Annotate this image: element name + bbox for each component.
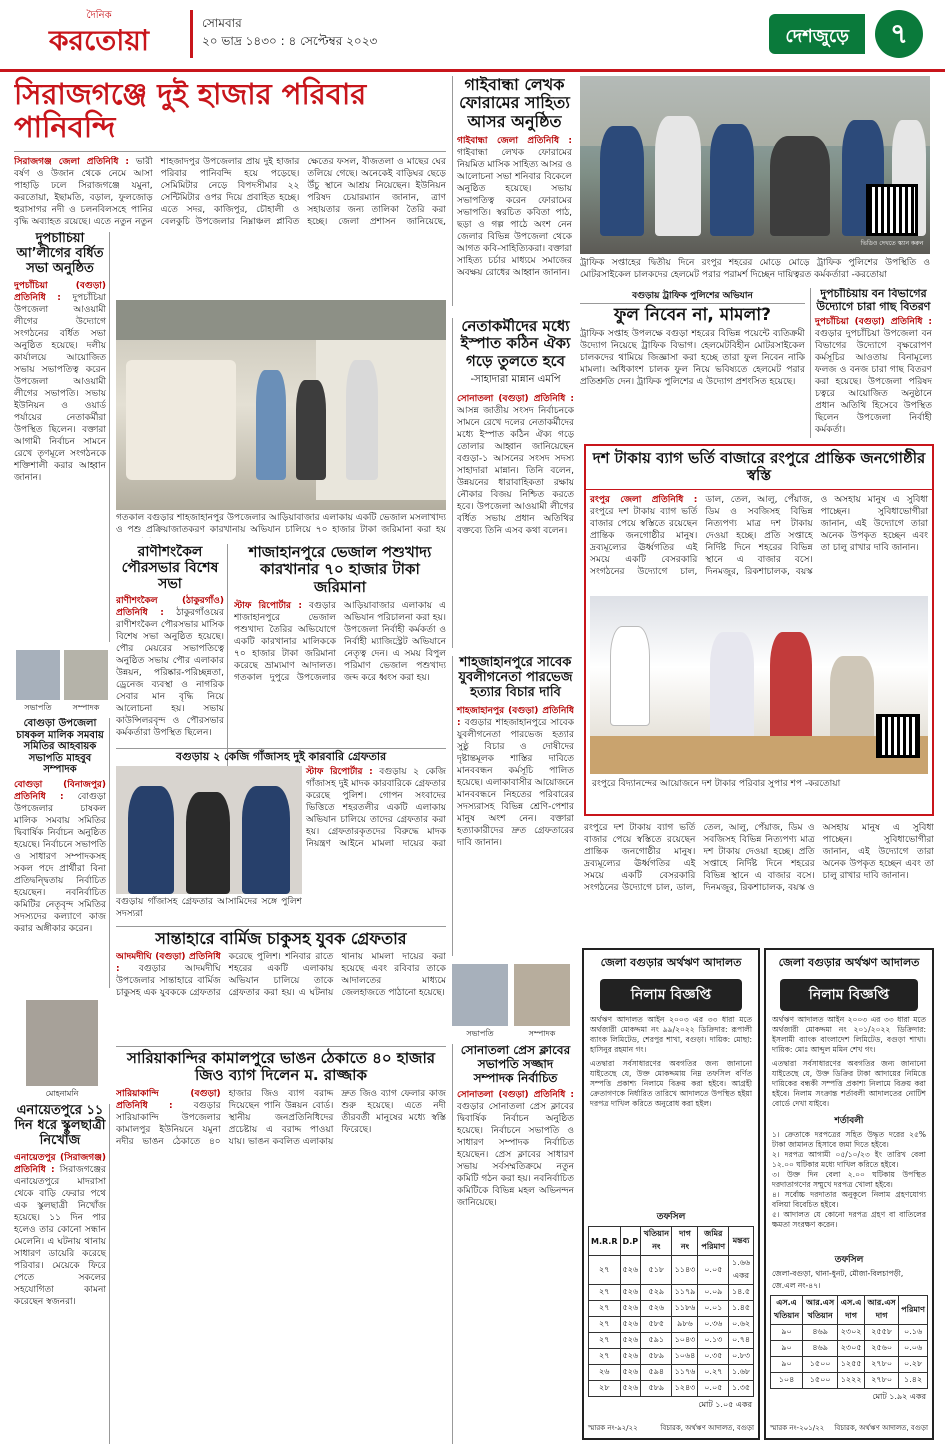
sonatala-club-byline: সোনাতলা (বগুড়া) প্রতিনিধি : <box>457 1090 574 1101</box>
table-cell: ৪৬৯ <box>803 1341 838 1357</box>
table-row <box>589 1333 754 1349</box>
missing-student-body: সিরাজগঞ্জের এনায়েতপুরে মাদরাসা থেকে বাড়ি ফেরার পথে এক স্কুলছাত্রী নিখোঁজ হয়েছে। ১১ দিন পার হলেও তার কোনো সন্ধান মেলেনি। এ ঘটনায় থানায় সাধারণ ডায়েরি করেছে পরিবার। মেয়েকে ফিরে পেতে সকলের সহযোগিতা কামনা করেছেন স্বজনরা। <box>14 1164 106 1307</box>
president-portrait <box>16 650 60 700</box>
ganja-arrest-photo <box>116 766 302 894</box>
auction-right-conditions <box>766 1130 932 1250</box>
sariakandi-byline: সারিয়াকান্দি (বগুড়া) প্রতিনিধি : <box>116 1088 221 1111</box>
missing-student-name: মোহনামনি <box>45 1089 79 1098</box>
auction-right-court: জেলা বগুড়ার অর্থঋণ আদালত <box>778 956 920 969</box>
parvez-murder-headline: শাহজাহানপুরে সাবেক যুবলীগনেতা পারভেজ হত্যার বিচার দাবি <box>458 656 573 700</box>
shajahanpur-fine-story <box>234 544 446 744</box>
ranishankail-body: ঠাকুরগাঁওয়ের রাণীশংকৈল পৌরসভার মাসিক বিশেষ সভা অনুষ্ঠিত হয়েছে। পৌর মেয়রের সভাপতিত্বে অনুষ্ঠিত সভায় পৌর এলাকার উন্নয়ন, পরিষ্কার-পরিচ্ছন্নতা, ড্রেনেজ ব্যবস্থা ও নাগরিক সেবার মান বৃদ্ধি নিয়ে আলোচনা হয়। সভায় কাউন্সিলরবৃন্দ ও পৌরসভার কর্মকর্তারা উপস্থিত ছিলেন। <box>116 608 224 739</box>
dupchanchia-awami-byline: দুপচাঁচিয়া (বগুড়া) প্রতিনিধি : <box>14 280 106 303</box>
table-row <box>589 1349 754 1365</box>
president-label: সভাপতি <box>24 703 52 712</box>
warehouse-raid-photo <box>116 300 446 510</box>
table-cell: ৫২৬ <box>620 1333 641 1349</box>
table-cell: ১.৪২ <box>899 1373 928 1389</box>
traffic-photo-caption: ট্রাফিক সপ্তাহের দ্বিতীয় দিনে রংপুর শহরের মোড়ে মোড়ে ট্রাফিক পুলিশের উপস্থিতি ও মোটরসাইকেল চালকদের হেলমেট পরার পরামর্শ দিচ্ছেন দায়িত্বরত কর্মকর্তারা -করতোয়া <box>580 258 930 280</box>
auction-right-signatory: বিচারক, অর্থঋণ আদালত, বগুড়া <box>834 1424 928 1432</box>
police-figure <box>242 786 290 894</box>
club-secretary-portrait <box>514 964 570 1026</box>
table-cell: ৫২৬ <box>620 1256 641 1285</box>
table-cell: ০.৭৪ <box>729 1333 754 1349</box>
table-cell: ০.৮৩ <box>729 1349 754 1365</box>
rangpur-continued: রংপুরে দশ টাকায় ব্যাগ ভর্তি বাজার পেয়ে স্বস্তিতে রয়েছেন প্রান্তিক জনগোষ্ঠীর মানুষ। দ্রব্যমূল্যের ঊর্ধ্বগতির এই সময়ে একটি বেসরকারি সংগঠনের উদ্যোগে চাল, ডাল, তেল, আলু, পেঁয়াজ, ডিম ও সবজিসহ বিভিন্ন নিত্যপণ্য মাত্র দশ টাকায় দেওয়া হচ্ছে। প্রতি সপ্তাহে নির্দিষ্ট দিনে শহরের বিভিন্ন স্থানে এ বাজার বসে। দিনমজুর, রিকশাচালক, বয়স্ক ও অসহায় মানুষ এ সুবিধা পাচ্ছেন। সুবিধাভোগীরা জানান, এই উদ্যোগে তারা অনেক উপকৃত হচ্ছেন এবং তা চালু রাখার দাবি জানান। <box>584 823 934 893</box>
table-cell: ২৭ <box>589 1256 621 1285</box>
traffic-police-photo <box>580 76 930 254</box>
condition-item: ১। ক্রেতাকে দরপত্রের সহিত উদ্ধৃত দরের ২৫% টাকা জামানত হিসাবে জমা দিতে হইবে। <box>772 1130 926 1149</box>
table-row <box>771 1325 928 1341</box>
missing-student-byline: এনায়েতপুর (সিরাজগঞ্জ) প্রতিনিধি : <box>14 1152 106 1175</box>
table-cell: ৫২৬ <box>620 1381 641 1397</box>
bogura-traffic-story <box>580 288 805 388</box>
table-cell: ২৭ <box>589 1285 621 1301</box>
official-figure <box>710 632 754 742</box>
auction-left-title: নিলাম বিজ্ঞপ্তি <box>600 979 742 1011</box>
warehouse-photo-caption: গতকাল বগুড়ার শাহজাহানপুর উপজেলার আড়িয়াবাজার এলাকায় একটি ভেজাল মসলাখাদ্য ও পশু প্রক্রিয়াজাতকরণ কারখানায় অভিযান চালিয়ে ৭০ হাজার টাকা জরিমানা করা হয় <box>116 513 446 535</box>
table-row <box>589 1285 754 1301</box>
rangpur-headline: দশ টাকায় ব্যাগ ভর্তি বাজারে রংপুরে প্রান্তিক জনগোষ্ঠীর স্বস্তি <box>586 446 932 490</box>
condition-item: ২। দরপত্র আগামী ০৫/১০/২৩ ইং তারিখ বেলা ১২.০০ ঘটিকার মধ্যে দাখিল করিতে হইবে। <box>772 1150 926 1169</box>
table-cell: ২৬ <box>589 1365 621 1381</box>
netakarmi-byline: সোনাতলা (বগুড়া) প্রতিনিধি : <box>457 393 574 404</box>
gaibandha-story <box>452 76 572 306</box>
shantahar-story <box>116 926 446 1041</box>
table-cell: ৯০ <box>771 1357 803 1373</box>
table-row <box>771 1357 928 1373</box>
dupchanchia-tree-body: বগুড়ার দুপচাঁচিয়া উপজেলা বন বিভাগের উদ্যোগে বৃক্ষরোপণ কর্মসূচির আওতায় বিনামূল্যে ফলজ ও বনজ চারা গাছ বিতরণ করা হয়েছে। উপজেলা পরিষদ চত্বরে আয়োজিত অনুষ্ঠানে প্রধান অতিথি হিসেবে উপস্থিত ছিলেন উপজেলা নির্বাহী কর্মকর্তা। <box>815 329 932 436</box>
shajahanpur-fine-byline: স্টাফ রিপোর্টার : <box>234 600 302 611</box>
gaibandha-headline: গাইবান্ধা লেখক ফোরামের সাহিত্য আসর অনুষ্ঠিত <box>459 76 570 131</box>
officer-figure <box>296 380 326 480</box>
issue-day: সোমবার <box>202 16 242 30</box>
ganja-arrest-headline: বগুড়ায় ২ কেজি গাঁজাসহ দুই কারবারি গ্রেফতার <box>116 748 446 766</box>
dupchanchia-awami-body: দুপচাঁচিয়া উপজেলা আওয়ামী লীগের উদ্যোগে সংগঠনের বর্ধিত সভা অনুষ্ঠিত হয়েছে। দলীয় কার্যালয়ে আয়োজিত সভায় সভাপতিত্ব করেন উপজেলা আওয়ামী লীগের সভাপতি। সভায় ইউনিয়ন ও ওয়ার্ড পর্যায়ের নেতাকর্মীরা উপস্থিত ছিলেন। বক্তারা আগামী নির্বাচন সামনে রেখে তৃণমূলে সংগঠনকে শক্তিশালী করার আহ্বান জানান। <box>14 292 106 483</box>
table-cell: ১১৮৬ <box>672 1301 698 1317</box>
auction-left-total: মোট ১.০৫ একর <box>698 1400 752 1409</box>
table-header-cell: এস.এ খতিয়ান <box>771 1296 803 1325</box>
table-cell: ৫২৯ <box>641 1285 672 1301</box>
officer-figure <box>346 360 378 480</box>
table-cell: ১৫০০ <box>803 1357 838 1373</box>
customer-figure <box>830 656 874 746</box>
table-cell: ২৭৮০ <box>865 1357 899 1373</box>
table-cell: ১৫০০ <box>803 1373 838 1389</box>
volunteer-figure <box>610 626 650 726</box>
masthead <box>0 0 945 72</box>
table-cell: ০.১৬ <box>899 1325 928 1341</box>
bogura-traffic-body: ট্রাফিক সপ্তাহ উপলক্ষে বগুড়া শহরের বিভিন্ন পয়েন্টে ব্যতিক্রমী উদ্যোগ নিয়েছে ট্রাফিক বিভাগ। হেলমেটবিহীন মোটরসাইকেল চালকদের থামিয়ে জিজ্ঞাসা করা হচ্ছে তারা ফুল নিবেন নাকি মামলা। অধিকাংশ চালক ফুল নিয়ে ভবিষ্যতে হেলমেট পরার প্রতিশ্রুতি দেন। ট্রাফিক পুলিশের এ উদ্যোগ প্রশংসিত হয়েছে। <box>580 328 805 387</box>
ranishankail-headline: রাণীশংকৈল পৌরসভার বিশেষ সভা <box>121 544 219 593</box>
table-cell: ১১৭৬ <box>672 1365 698 1381</box>
table-cell: ৫৮৫ <box>641 1317 672 1333</box>
parvez-murder-body: বগুড়ার শাহজাহানপুরে সাবেক যুবলীগনেতা পারভেজ হত্যার সুষ্ঠু বিচার ও দোষীদের দৃষ্টান্তমূলক শাস্তির দাবিতে মানববন্ধন কর্মসূচি পালিত হয়েছে। এলাকাবাসীর আয়োজনে মানববন্ধনে নিহতের পরিবারের সদস্যরাসহ বিভিন্ন শ্রেণি-পেশার মানুষ অংশ নেন। বক্তারা হত্যাকারীদের দ্রুত গ্রেফতারের দাবি জানান। <box>457 717 574 848</box>
table-cell: ১১৭৯ <box>672 1285 698 1301</box>
table-header-cell: M.R.R <box>589 1227 621 1256</box>
condition-item: ৫। আদালত যে কোনো দরপত্র গ্রহণ বা বাতিলের ক্ষমতা সংরক্ষণ করেন। <box>772 1210 926 1229</box>
condition-item: ৩। উক্ত দিন বেলা ২.০০ ঘটিকায় উপস্থিত দরদাতাগণের সম্মুখে দরপত্র খোলা হইবে। <box>772 1170 926 1189</box>
auction-left-court: জেলা বগুড়ার অর্থঋণ আদালত <box>600 956 742 969</box>
masthead-divider <box>190 10 193 58</box>
police-figure <box>710 124 754 236</box>
table-cell: ১১৪৩ <box>672 1256 698 1285</box>
table-cell: ২৮ <box>589 1381 621 1397</box>
gaibandha-byline: গাইবান্ধা জেলা প্রতিনিধি : <box>457 136 572 147</box>
auction-right-conditions-label: শর্তাবলী <box>834 1116 864 1126</box>
table-cell: ৫২৬ <box>620 1317 641 1333</box>
chashkol-samity-body: বোগুড়া উপজেলার চাষকল মালিক সমবায় সমিতির দ্বিবার্ষিক নির্বাচন অনুষ্ঠিত হয়েছে। নির্বাচনে সভাপতি ও সাধারণ সম্পাদকসহ সকল পদে প্রার্থীরা বিনা প্রতিদ্বন্দ্বিতায় নির্বাচিত হয়েছেন। নবনির্বাচিত কমিটির নেতৃবৃন্দ সমিতির সদস্যদের কল্যাণে কাজ করার অঙ্গীকার করেন। <box>14 791 106 934</box>
table-header-cell: এস.এ দাগ <box>838 1296 865 1325</box>
auction-left-schedule-label: তফসিল <box>656 1212 686 1222</box>
netakarmi-body: আসন্ন জাতীয় সংসদ নির্বাচনকে সামনে রেখে দলের নেতাকর্মীদের মধ্যে ইস্পাত কঠিন ঐক্য গড়ে তোলার আহ্বান জানিয়েছেন বগুড়া-১ আসনের সংসদ সদস্য সাহাদারা মান্নান। তিনি বলেন, উন্নয়নের ধারাবাহিকতা রক্ষায় নৌকার বিজয় নিশ্চিত করতে হবে। উপজেলা আওয়ামী লীগের বর্ধিত সভায় প্রধান অতিথির বক্তব্যে তিনি এসব কথা বলেন। <box>457 405 574 536</box>
table-cell: ১২২২ <box>838 1373 865 1389</box>
motorbike-rider <box>770 136 830 236</box>
sonatala-club-headline: সোনাতলা প্রেস ক্লাবের সভাপতি সজ্জাদ সম্পাদক নির্বাচিত <box>460 1044 571 1085</box>
table-cell: ৫৯১ <box>641 1333 672 1349</box>
bogura-traffic-kicker: বগুড়ায় ট্রাফিক পুলিশের অভিযান <box>580 288 805 304</box>
officer-figure <box>256 370 286 480</box>
auction-right-table <box>770 1295 928 1389</box>
table-cell: ১.৩৫ <box>729 1381 754 1397</box>
issue-date-text: ২০ ভাদ্র ১৪৩০ : ৪ সেপ্টেম্বর ২০২৩ <box>202 34 378 48</box>
chashkol-samity-headline: বোগুড়া উপজেলা চাষকল মালিক সমবায় সমিতির আহবায়ক সভাপতি মাহবুব সম্পাদক <box>16 718 104 775</box>
sariakandi-body: বগুড়ার সারিয়াকান্দি উপজেলার কামালপুর ইউনিয়নে যমুনা নদীর ভাঙন ঠেকাতে ৪০ হাজার জিও ব্যাগ বরাদ্দ দিয়েছেন পানি উন্নয়ন বোর্ড। স্থানীয় জনপ্রতিনিধিদের প্রচেষ্টায় এ বরাদ্দ পাওয়া যায়। ভাঙন কবলিত এলাকায় দ্রুত জিও ব্যাগ ফেলার কাজ শুরু হয়েছে। এতে নদী তীরবর্তী মানুষের মধ্যে স্বস্তি ফিরেছে। <box>116 1088 446 1147</box>
lead-headline: সিরাজগঞ্জে দুই হাজার পরিবার পানিবন্দি <box>14 76 446 152</box>
auction-left-terms: এতদ্বারা সর্বসাধারণের অবগতির জন্য জানানো যাইতেছে যে, উক্ত মোকদ্দমায় নিম্ন তফসিল বর্ণিত সম্পত্তি প্রকাশ্য নিলামে বিক্রয় করা হইবে। আগ্রহী ক্রেতাগণকে নির্ধারিত তারিখে আদালতে উপস্থিত হইয়া দরপত্র দাখিল করিতে অনুরোধ করা হইল। <box>590 1059 752 1108</box>
auction-right-title: নিলাম বিজ্ঞপ্তি <box>780 979 918 1011</box>
qr-code[interactable] <box>876 714 920 758</box>
bogura-traffic-headline: ফুল নিবেন না, মামলা? <box>613 305 772 325</box>
table-cell: ৫২৬ <box>620 1365 641 1381</box>
table-cell: ২৭ <box>589 1333 621 1349</box>
table-cell: ৯০ <box>771 1341 803 1357</box>
sonatala-club-story <box>452 1044 574 1444</box>
table-row <box>589 1381 754 1397</box>
shantahar-body: বগুড়ার আদমদীঘি উপজেলার সান্তাহারে বার্মিজ চাকুসহ এক যুবককে গ্রেফতার করেছে পুলিশ। শনিবার রাতে শহরের একটি এলাকায় অভিযান চালিয়ে তাকে গ্রেফতার করা হয়। এ ঘটনায় থানায় মামলা দায়ের করা হয়েছে এবং রবিবার তাকে আদালতের মাধ্যমে জেলহাজতে পাঠানো হয়েছে। <box>116 952 446 999</box>
brand-name: করতোয়া <box>49 24 149 57</box>
club-president-label: সভাপতি <box>466 1029 494 1038</box>
auction-right-intro: অর্থঋণ আদালত আইন ২০০৩ এর ৩৩ ধারা মতে অর্থজারী মোকদ্দমা নং ২০১/২০২২ ডিক্রিদার: ইসলামী ব্যাংক বাংলাদেশ লিমিটেড, বগুড়া শাখা। দায়িক: মোঃ আব্দুল মমিন শেখ গং। <box>772 1015 926 1054</box>
table-cell: ০.৩৬ <box>698 1317 729 1333</box>
table-row <box>589 1317 754 1333</box>
table-header-cell: D.P <box>620 1227 641 1256</box>
table-cell: ৫৮৯ <box>641 1381 672 1397</box>
auction-right-schedule-label: তফসিল <box>834 1255 864 1265</box>
table-row <box>771 1341 928 1357</box>
table-cell: ২৩০২ <box>838 1325 865 1341</box>
table-cell: ০.২৭ <box>698 1365 729 1381</box>
table-cell: ৫২৬ <box>620 1285 641 1301</box>
section-label: দেশজুড়ে <box>769 14 865 54</box>
table-cell: ৫২৬ <box>620 1349 641 1365</box>
table-cell: ১.৬৬ একর <box>729 1256 754 1285</box>
auction-right-terms: এতদ্বারা সর্বসাধারণের অবগতির জন্য জানানো যাইতেছে যে, উক্ত ডিক্রির টাকা আদায়ের নিমিত্তে দায়িকের বন্ধকী সম্পত্তি প্রকাশ্য নিলামে বিক্রয় করা হইবে। নিলাম সংক্রান্ত শর্তাবলী আদালতের নোটিশ বোর্ডে দেখা যাইবে। <box>772 1059 926 1108</box>
dupchanchia-awami-story <box>14 232 110 642</box>
chashkol-samity-story <box>14 718 110 988</box>
table-cell: ০.০১ <box>698 1301 729 1317</box>
table-cell: ১০৪৩ <box>672 1333 698 1349</box>
auction-right-total: মোট ১.৯২ একর <box>872 1392 926 1401</box>
missing-student-story <box>14 1104 110 1444</box>
table-cell: ০.১৩ <box>698 1333 729 1349</box>
table-cell: ০.০৫ <box>698 1256 729 1285</box>
table-cell: ০.০৯ <box>698 1285 729 1301</box>
table-header-cell: খতিয়ান নং <box>641 1227 672 1256</box>
missing-student-photo <box>26 1000 98 1086</box>
netakarmi-subhead: -সাহাদারা মান্নান এমপি <box>470 373 561 385</box>
lead-story <box>14 76 446 226</box>
netakarmi-story <box>452 318 574 648</box>
shajahanpur-fine-body: বগুড়ার শাজাহানপুরে ভেজাল পশুখাদ্য তৈরির অভিযোগে একটি কারখানার মালিককে ৭০ হাজার টাকা জরিমানা করেছে ভ্রাম্যমাণ আদালত। গতকাল দুপুরে উপজেলার আড়িয়াবাজার এলাকায় এ অভিযান পরিচালনা করা হয়। উপজেলা নির্বাহী কর্মকর্তা ও নির্বাহী ম্যাজিস্ট্রেট অভিযানে নেতৃত্ব দেন। এ সময় বিপুল পরিমাণ ভেজাল পশুখাদ্য জব্দ করে ধ্বংস করা হয়। <box>234 600 446 683</box>
gaibandha-body: গাইবান্ধা লেখক ফোরামের নিয়মিত মাসিক সাহিত্য আসর ও আলোচনা সভা শনিবার বিকেলে অনুষ্ঠিত হয়েছে। সভায় সভাপতিত্ব করেন ফোরামের সভাপতি। স্বরচিত কবিতা পাঠ, ছড়া ও গল্প পাঠে অংশ নেন জেলার বিভিন্ন উপজেলা থেকে আগত কবি-সাহিত্যিকরা। বক্তারা সাহিত্য চর্চার মাধ্যমে সমাজের অবক্ষয় রোধের আহ্বান জানান। <box>457 148 572 279</box>
table-cell: ০.৬২ <box>729 1317 754 1333</box>
police-figure <box>128 786 174 894</box>
parvez-murder-story <box>452 656 574 956</box>
table-cell: ৯৮৬ <box>672 1317 698 1333</box>
sariakandi-story <box>116 1046 446 1444</box>
accused-figure <box>186 792 230 894</box>
rangpur-feature <box>584 444 934 816</box>
table-cell: ০.২৮ <box>899 1357 928 1373</box>
table-cell: ০.৩৫ <box>698 1349 729 1365</box>
table-cell: ৫১৮ <box>641 1256 672 1285</box>
table-header-cell: দাগ নং <box>672 1227 698 1256</box>
table-cell: ২৭ <box>589 1317 621 1333</box>
official-figure <box>770 632 812 742</box>
auction-right-schedule-intro: জেলা-বগুড়া, থানা-ধুনট, মৌজা-বিলচাপড়ী, জে.এল নং-৪৭। <box>772 1269 904 1290</box>
table-header-cell: পরিমাণ <box>899 1296 928 1325</box>
table-header-cell: আর.এস দাগ <box>865 1296 899 1325</box>
chashkol-samity-byline: বোগুড়া (বিনাজপুর) প্রতিনিধি : <box>14 779 106 802</box>
table-cell: ২৭ <box>589 1301 621 1317</box>
table-cell: ৫২৬ <box>620 1301 641 1317</box>
table-header-cell: আর.এস খতিয়ান <box>803 1296 838 1325</box>
rangpur-photo-caption: রংপুরে বিদ্যানন্দের আয়োজনে দশ টাকার পরিবার সুপার শপ -করতোয়া <box>592 779 841 789</box>
sariakandi-headline: সারিয়াকান্দির কামালপুরে ভাঙন ঠেকাতে ৪০ হাজার জিও ব্যাগ দিলেন ম. রাজ্জাক <box>126 1049 436 1085</box>
condition-item: ৪। সর্বোচ্চ দরদাতার অনুকূলে নিলাম গ্রহণযোগ্য বলিয়া বিবেচিত হইবে। <box>772 1190 926 1209</box>
table-cell: ১.৪৫ <box>729 1301 754 1317</box>
table-row <box>589 1301 754 1317</box>
table-cell: ১২৫৫ <box>838 1357 865 1373</box>
table-cell: ১০৬৪ <box>672 1349 698 1365</box>
table-cell: ২৭৮০ <box>865 1373 899 1389</box>
page-number: ৭ <box>875 10 923 58</box>
shantahar-headline: সান্তাহারে বার্মিজ চাকুসহ যুবক গ্রেফতার <box>155 929 407 948</box>
table-cell: ২৩০৫ <box>838 1341 865 1357</box>
table-cell: ১২৪৩ <box>672 1381 698 1397</box>
police-figure <box>655 116 701 236</box>
shajahanpur-fine-headline: শাজাহানপুরে ভেজাল পশুখাদ্য কারখানার ৭০ হাজার টাকা জরিমানা <box>248 544 432 596</box>
table-cell: ২৭ <box>589 1349 621 1365</box>
table-header-cell: জমির পরিমাণ <box>698 1227 729 1256</box>
netakarmi-headline: নেতাকর্মীদের মধ্যে ইস্পাত কঠিন ঐক্য গড়ে তুলতে হবে <box>460 318 571 370</box>
table-cell: ৫৯৪ <box>641 1365 672 1381</box>
ganja-photo-caption: বগুড়ায় গাঁজাসহ গ্রেফতার আসামিদের সঙ্গে পুলিশ সদস্যরা <box>116 897 302 918</box>
dupchanchia-tree-story <box>810 288 932 438</box>
police-figure <box>600 126 644 236</box>
shantahar-byline: আদমদীঘি (বগুড়া) প্রতিনিধি : <box>116 952 221 975</box>
auction-notice-left <box>582 948 760 1440</box>
table-cell: ৫২৬ <box>641 1301 672 1317</box>
dupchanchia-tree-headline: দুপচাঁচিয়ায় বন বিভাগের উদ্যোগে চারা গাছ বিতরণ <box>816 288 931 313</box>
table-cell: ০.০৫ <box>698 1381 729 1397</box>
rangpur-body: রংপুরে দশ টাকায় ব্যাগ ভর্তি বাজার পেয়ে স্বস্তিতে রয়েছেন প্রান্তিক জনগোষ্ঠীর মানুষ। দ্রব্যমূল্যের ঊর্ধ্বগতির এই সময়ে একটি বেসরকারি সংগঠনের উদ্যোগে চাল, ডাল, তেল, আলু, পেঁয়াজ, ডিম ও সবজিসহ বিভিন্ন নিত্যপণ্য মাত্র দশ টাকায় দেওয়া হচ্ছে। প্রতি সপ্তাহে নির্দিষ্ট দিনে শহরের বিভিন্ন স্থানে এ বাজার বসে। দিনমজুর, রিকশাচালক, বয়স্ক ও অসহায় মানুষ এ সুবিধা পাচ্ছেন। সুবিধাভোগীরা জানান, এই উদ্যোগে তারা অনেক উপকৃত হচ্ছেন এবং তা চালু রাখার দাবি জানান। <box>590 494 928 577</box>
table-row <box>589 1365 754 1381</box>
table-row <box>771 1373 928 1389</box>
auction-left-intro: অর্থঋণ আদালত আইন ২০০৩ এর ৩৩ ধারা মতে অর্থজারী মোকদ্দমা নং ৯৯/২০২২ ডিক্রিদার: রূপালী ব্যাংক লিমিটেড, শেরপুর শাখা, বগুড়া। দায়িক: মোছা: হাসিনুর রহমান গং। <box>590 1015 752 1054</box>
rangpur-byline: রংপুর জেলা প্রতিনিধি : <box>590 494 698 505</box>
table-cell: ১০৪ <box>771 1373 803 1389</box>
ganja-arrest-byline: স্টাফ রিপোর্টার : <box>306 766 373 777</box>
table-cell: ১.৬৮ <box>729 1365 754 1381</box>
auction-left-table <box>588 1226 754 1397</box>
secretary-portrait <box>64 650 108 700</box>
lead-byline: সিরাজগঞ্জ জেলা প্রতিনিধি : <box>14 156 130 167</box>
table-cell: ৯০ <box>771 1325 803 1341</box>
ranishankail-byline: রাণীশংকৈল (ঠাকুরগাঁও) প্রতিনিধি : <box>116 596 224 619</box>
brand-logo <box>14 8 184 60</box>
table-cell: ১৪.৫ <box>729 1285 754 1301</box>
brand-small-text: দৈনিক <box>86 10 112 21</box>
table-cell: ৫৮৯ <box>641 1349 672 1365</box>
issue-date <box>202 14 377 50</box>
club-president-portrait <box>452 964 508 1026</box>
table-header-cell: মন্তব্য <box>729 1227 754 1256</box>
dupchanchia-tree-byline: দুপচাঁচিয়া (বগুড়া) প্রতিনিধি : <box>815 317 932 328</box>
dupchanchia-awami-headline: দুপচাঁচিয়া আ’লীগের বর্ধিত সভা অনুষ্ঠিত <box>16 232 104 276</box>
parvez-murder-byline: শাহজাহানপুর (বগুড়া) প্রতিনিধি : <box>457 705 574 728</box>
qr-code[interactable] <box>866 184 918 236</box>
table-cell: ০.০৬ <box>899 1341 928 1357</box>
auction-notice-right <box>764 948 934 1440</box>
ganja-arrest-body: বগুড়ায় ২ কেজি গাঁজাসহ দুই মাদক কারবারিকে গ্রেফতার করেছে পুলিশ। গোপন সংবাদের ভিত্তিতে শহরতলীর একটি এলাকায় অভিযান চালিয়ে তাদের গ্রেফতার করা হয়। গ্রেফতারকৃতদের বিরুদ্ধে মাদক নিয়ন্ত্রণ আইনে মামলা দায়ের করা <box>306 766 446 848</box>
auction-left-signatory: বিচারক, অর্থঋণ আদালত, বগুড়া <box>660 1424 754 1432</box>
auction-left-memo: স্মারক নং-৯২/২২ <box>588 1424 638 1432</box>
table-cell: ৪৬৯ <box>803 1325 838 1341</box>
auction-right-memo: স্মারক নং-২০১/২২ <box>770 1424 825 1432</box>
table-cell: ২৫৬০ <box>865 1341 899 1357</box>
qr-label: ভিডিও দেখতে স্ক্যান করুন <box>860 240 924 247</box>
sonatala-club-body: বগুড়ার সোনাতলা প্রেস ক্লাবের দ্বিবার্ষিক নির্বাচন অনুষ্ঠিত হয়েছে। নির্বাচনে সভাপতি ও সাধারণ সম্পাদক নির্বাচিত হয়েছেন। প্রেস ক্লাবের সাধারণ সভায় সর্বসম্মতিক্রমে নতুন কমিটি গঠন করা হয়। নবনির্বাচিত কমিটিকে বিভিন্ন মহল অভিনন্দন জানিয়েছে। <box>457 1102 574 1209</box>
rangpur-shop-photo <box>590 596 928 774</box>
secretary-label: সম্পাদক <box>72 703 100 712</box>
club-secretary-label: সম্পাদক <box>528 1029 556 1038</box>
lead-body: ভারী বর্ষণ ও উজান থেকে নেমে আসা পাহাড়ি ঢলে সিরাজগঞ্জে যমুনা, করতোয়া, ইছামতি, বড়াল, ফুলজোড় হুরাসাগর নদী ও চলনবিলসহে পানির বৃদ্ধি অব্যাহত রয়েছে। এতে নতুন নতুন শাহজাদপুর উপজেলার প্রায় দুই হাজার পরিবার পানিবন্দি হয়ে পড়েছে। সেমিমিটার নেড়ে বিপদসীমার ২২ সেন্টিমিটার ওপর দিয়ে প্রবাহিত হচ্ছে। এতে সদর, কাজিপুর, চৌহালী ও বেলকুচি উপজেলার নিম্নাঞ্চল প্লাবিত ক্ষেতের ফসল, বীজতলা ও মাছের ঘের তলিয়ে গেছে। অনেকেই বাড়িঘর ছেড়ে উঁচু স্থানে আশ্রয় নিয়েছেন। ইউনিয়ন পরিষদ চেয়ারম্যান জানান, ত্রাণ সহায়তার জন্য তালিকা তৈরি করা হচ্ছে। জেলা প্রশাসন জানিয়েছে, <box>14 156 446 226</box>
missing-student-headline: এনায়েতপুরে ১১ দিন ধরে স্কুলছাত্রী নিখোঁজ <box>14 1104 106 1148</box>
table-cell: ২৫৫৮ <box>865 1325 899 1341</box>
table-row <box>589 1256 754 1285</box>
